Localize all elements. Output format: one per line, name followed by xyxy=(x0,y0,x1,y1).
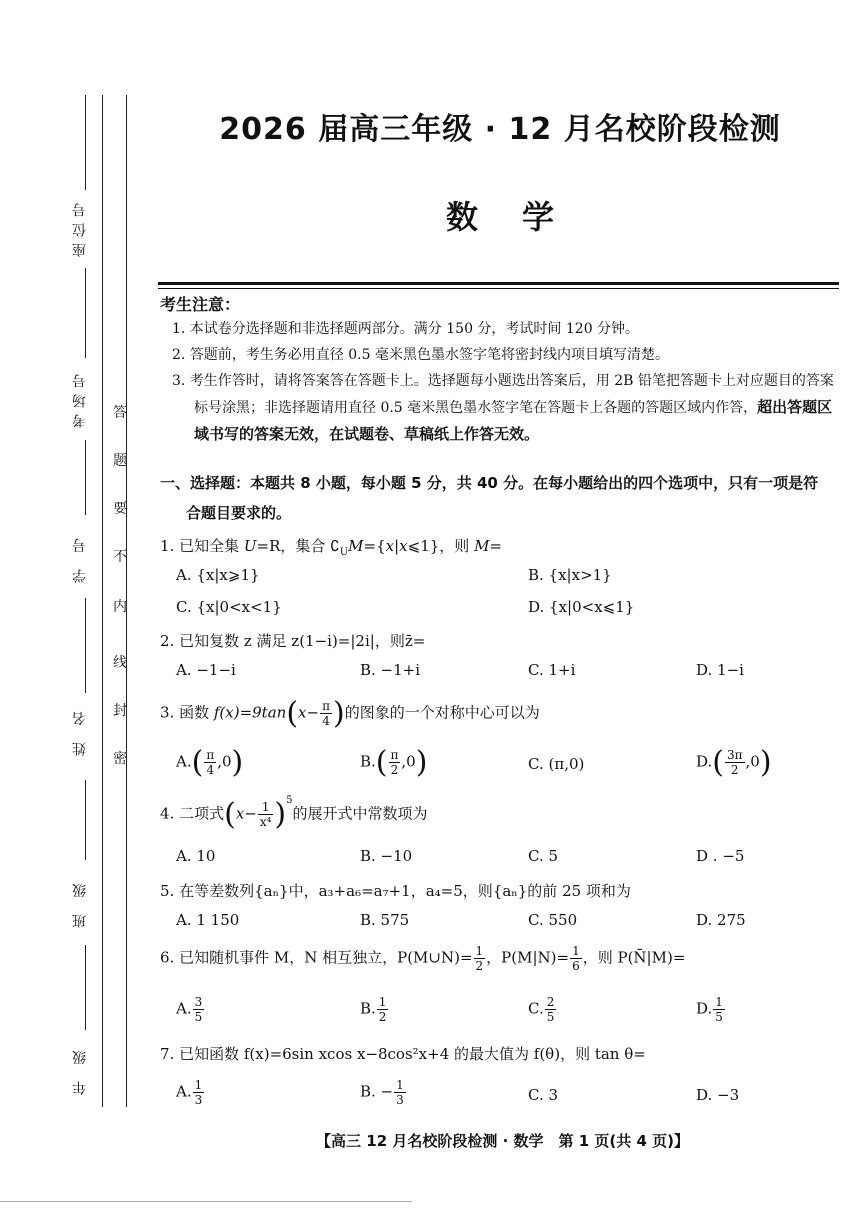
q1-text: U xyxy=(243,537,257,555)
q1-text: U xyxy=(339,547,349,558)
paren-close: ) xyxy=(759,745,772,780)
question-6-stem xyxy=(160,944,840,973)
frac-num: 3 xyxy=(194,995,203,1009)
section-heading xyxy=(160,468,845,528)
exam-room-field xyxy=(70,268,100,438)
q4-frac-num: 1 xyxy=(258,800,274,815)
q4-option-c[interactable]: C. 5 xyxy=(528,847,559,865)
q1-text: | xyxy=(394,537,400,555)
q6-option-b[interactable] xyxy=(360,995,389,1024)
q6-option-d-fraction xyxy=(713,995,725,1024)
frac-den: 3 xyxy=(194,1093,203,1107)
q5-option-d[interactable]: D. 275 xyxy=(696,911,746,929)
q7-option-b-label: B. − xyxy=(360,1082,394,1101)
frac-num: 1 xyxy=(378,995,387,1009)
frac-num: 2 xyxy=(546,995,555,1009)
q1-text: ={ xyxy=(363,537,386,555)
frac-num: 1 xyxy=(572,944,580,958)
paren-open: ( xyxy=(375,745,388,780)
q3-paren-close: ) xyxy=(332,696,345,731)
subject-title: 数学 xyxy=(445,198,598,236)
frac-num: π xyxy=(390,748,399,762)
frac-den: 6 xyxy=(572,959,580,973)
student-id-field xyxy=(70,440,100,590)
frac-num: π xyxy=(206,748,215,762)
q5-option-b[interactable]: B. 575 xyxy=(360,911,410,929)
q6-option-b-label: B. xyxy=(360,999,376,1018)
q6-fraction-2 xyxy=(570,944,582,973)
frac-den: 2 xyxy=(730,763,739,777)
notice-item-3-text: 3. 考生作答时，请将答案答在答题卡上。选择题每小题选出答案后，用 2B 铅笔把答题卡上对应题目的答案标号涂黑；非选择题请用直径 0.5 毫米黑色墨水签字笔在答题卡上各题的答题区域内作答， xyxy=(172,373,834,416)
q4-paren-close: ) xyxy=(274,797,287,832)
notice-item-2: 2. 答题前，考生务必用直径 0.5 毫米黑色墨水签字笔将密封线内项目填写清楚。 xyxy=(172,347,669,363)
q7-option-a-fraction xyxy=(193,1078,205,1107)
q6-option-a-fraction xyxy=(193,995,205,1024)
q2-option-b[interactable]: B. −1+i xyxy=(360,661,421,679)
seal-text-char: 题 xyxy=(113,453,127,469)
q3-fraction xyxy=(320,699,332,728)
notice-item-3 xyxy=(160,368,845,448)
q7-option-a[interactable] xyxy=(176,1078,205,1107)
q3-option-b-label: B. xyxy=(360,752,376,771)
q1-text: ⩽1}，则 xyxy=(407,537,475,555)
q4-option-d[interactable]: D . −5 xyxy=(696,847,745,865)
q1-text: M xyxy=(348,537,364,555)
q4-option-b[interactable]: B. −10 xyxy=(360,847,413,865)
q6-option-d-label: D. xyxy=(696,999,713,1018)
q4-text: 4. 二项式 xyxy=(160,804,225,823)
seal-text-char: 内 xyxy=(113,599,127,615)
q1-text: M xyxy=(474,537,490,555)
q6-option-b-fraction xyxy=(377,995,389,1024)
q3-option-b-fraction xyxy=(389,748,401,777)
q3-option-b[interactable] xyxy=(360,745,427,780)
paren-open: ( xyxy=(712,745,724,780)
q6-text: 6. 已知随机事件 M，N 相互独立，P(M∪N)= xyxy=(160,948,473,967)
q6-option-c[interactable] xyxy=(528,995,557,1024)
q7-option-b-fraction xyxy=(394,1078,406,1107)
frac-den: 2 xyxy=(378,1010,387,1024)
q1-text: =R，集合 ∁ xyxy=(256,537,340,555)
header-rule-thin xyxy=(158,288,839,289)
seat-number-label: 座位号 xyxy=(72,197,88,258)
frac-den: 5 xyxy=(194,1010,203,1024)
q4-option-a[interactable]: A. 10 xyxy=(176,847,216,865)
q7-option-b[interactable] xyxy=(360,1078,407,1107)
name-blank[interactable] xyxy=(85,598,86,693)
seal-text-char: 线 xyxy=(113,655,127,671)
frac-den: 2 xyxy=(390,763,399,777)
q4-inner: x− xyxy=(235,804,257,823)
grade-blank[interactable] xyxy=(85,945,86,1030)
question-2-stem: 2. 已知复数 z 满足 z(1−i)=|2i|，则z̄= xyxy=(160,632,426,650)
q6-text: ，P(M|N)= xyxy=(486,948,570,967)
paren-close: ) xyxy=(415,745,428,780)
page-footer: 【高三 12 月名校阶段检测 · 数学 第 1 页(共 4 页)】 xyxy=(316,1132,689,1150)
q4-fraction xyxy=(258,800,274,829)
name-field xyxy=(70,598,100,768)
q7-option-d[interactable]: D. −3 xyxy=(696,1086,740,1104)
class-blank[interactable] xyxy=(85,780,86,860)
binding-line-outer xyxy=(102,95,103,1107)
notice-title: 考生注意： xyxy=(160,295,241,314)
frac-den: 5 xyxy=(546,1010,555,1024)
q4-frac-den: x⁴ xyxy=(259,815,272,829)
q6-option-c-label: C. xyxy=(528,999,544,1018)
q3-option-d-label: D. xyxy=(696,752,713,771)
q5-option-a[interactable]: A. 1 150 xyxy=(176,911,240,929)
q5-option-c[interactable]: C. 550 xyxy=(528,911,578,929)
paren-close: ) xyxy=(231,745,244,780)
q1-text: x xyxy=(385,537,395,555)
exam-title: 2026 届高三年级 · 12 月名校阶段检测 xyxy=(219,112,781,147)
grade-field xyxy=(70,945,100,1105)
frac-den: 2 xyxy=(475,959,484,973)
seal-text-char: 不 xyxy=(113,549,127,565)
scan-edge-line xyxy=(0,1201,412,1202)
q6-option-a[interactable] xyxy=(176,995,205,1024)
frac-den: 4 xyxy=(206,763,215,777)
student-id-label: 学 号 xyxy=(72,532,88,583)
q3-option-a-fraction xyxy=(204,748,216,777)
q4-text: 的展开式中常数项为 xyxy=(292,804,428,823)
seat-number-blank[interactable] xyxy=(85,95,86,190)
frac-den: 3 xyxy=(396,1093,404,1107)
q6-fraction-1 xyxy=(474,944,486,973)
notice-item-3-emphasis: 超出答题区域书写的答案无效，在试题卷、草稿纸上作答无效。 xyxy=(194,398,833,443)
q7-option-a-label: A. xyxy=(176,1082,192,1101)
q4-paren-open: ( xyxy=(224,797,236,832)
question-5-stem: 5. 在等差数列{aₙ}中，a₃+a₆=a₇+1，a₄=5，则{aₙ}的前 25 项和为 xyxy=(160,882,631,900)
q3-option-d[interactable] xyxy=(696,745,772,780)
question-3-stem xyxy=(160,696,840,731)
q7-option-c[interactable]: C. 3 xyxy=(528,1086,559,1104)
q1-text: 1. 已知全集 xyxy=(160,537,244,555)
paren-open: ( xyxy=(191,745,204,780)
q3-frac-num: π xyxy=(322,699,330,713)
q3-text: 3. 函数 xyxy=(160,703,214,722)
notice-block xyxy=(160,316,845,448)
class-field xyxy=(70,780,100,940)
grade-label: 年 级 xyxy=(72,1044,88,1095)
seal-text-char: 密 xyxy=(113,751,127,767)
question-1-stem xyxy=(160,535,840,558)
frac-den: 5 xyxy=(715,1010,723,1024)
q3-inner: x− xyxy=(298,703,320,722)
q3-option-a-tail: ,0 xyxy=(217,752,232,771)
q1-option-b[interactable]: B. {x|x>1} xyxy=(528,566,612,584)
q3-option-a-label: A. xyxy=(176,752,192,771)
q2-option-c[interactable]: C. 1+i xyxy=(528,661,576,679)
q3-option-b-tail: ,0 xyxy=(401,752,416,771)
q1-option-c[interactable]: C. {x|0<x<1} xyxy=(176,598,282,616)
seal-text-char: 答 xyxy=(113,405,127,421)
question-7-stem: 7. 已知函数 f(x)=6sin xcos x−8cos²x+4 的最大值为 f(θ)，则 tan θ= xyxy=(160,1045,646,1063)
q1-text: = xyxy=(489,537,502,555)
section-heading-line-1: 一、选择题：本题共 8 小题，每小题 5 分，共 40 分。在每小题给出的四个选项中，只有一项是符 xyxy=(160,474,819,492)
frac-num: 1 xyxy=(715,995,723,1009)
q2-option-a[interactable]: A. −1−i xyxy=(176,661,236,679)
q2-option-d[interactable]: D. 1−i xyxy=(696,661,744,679)
exam-room-blank[interactable] xyxy=(85,268,86,358)
frac-num: 3π xyxy=(726,748,743,762)
frac-num: 1 xyxy=(194,1078,203,1092)
q6-option-c-fraction xyxy=(545,995,557,1024)
q3-option-d-tail: ,0 xyxy=(745,752,760,771)
q3-paren-open: ( xyxy=(286,696,299,731)
q3-function: f(x)=9tan xyxy=(213,703,287,722)
q6-option-a-label: A. xyxy=(176,999,192,1018)
class-label: 班 级 xyxy=(72,877,88,928)
q3-option-c[interactable]: C. (π,0) xyxy=(528,755,585,773)
q3-option-d-fraction xyxy=(725,748,745,777)
exam-room-label: 考场号 xyxy=(72,368,88,428)
q1-text: x xyxy=(399,537,408,555)
q6-text: ，则 P(N̄|M)= xyxy=(582,948,686,967)
student-id-blank[interactable] xyxy=(85,440,86,515)
q4-exponent: 5 xyxy=(286,794,293,806)
q1-option-a[interactable]: A. {x|x⩾1} xyxy=(176,566,260,584)
section-heading-line-2: 合题目要求的。 xyxy=(186,504,292,522)
q3-option-a[interactable] xyxy=(176,745,243,780)
q1-option-d[interactable]: D. {x|0<x⩽1} xyxy=(528,598,635,616)
q6-option-d[interactable] xyxy=(696,995,726,1024)
name-label: 姓 名 xyxy=(72,705,88,756)
q3-frac-den: 4 xyxy=(322,714,330,728)
frac-num: 1 xyxy=(396,1078,404,1092)
question-4-stem xyxy=(160,794,840,832)
seat-number-field xyxy=(70,95,100,260)
frac-num: 1 xyxy=(475,944,484,958)
q3-text: 的图象的一个对称中心可以为 xyxy=(344,703,540,722)
seal-text-char: 封 xyxy=(113,703,127,719)
seal-text-char: 要 xyxy=(113,501,127,517)
header-rule-thick xyxy=(158,282,839,285)
notice-item-1: 1. 本试卷分选择题和非选择题两部分。满分 150 分，考试时间 120 分钟。 xyxy=(172,321,640,337)
